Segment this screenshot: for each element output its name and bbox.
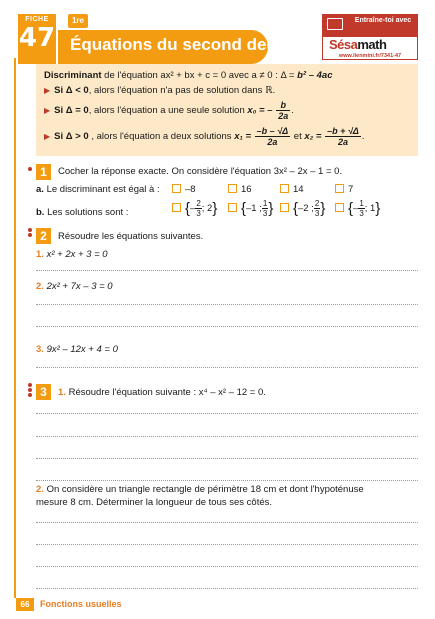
page-title: Équations du second degré [70,35,293,54]
exercise-2-question-1: 1. x² + 2x + 3 = 0 [36,249,108,260]
option-a2[interactable]: 16 [228,184,252,195]
exercise-1-question-a: a. Le discriminant est égal à : [36,184,160,195]
definition-box [36,64,418,156]
exercise-1-number: 1 [36,164,51,180]
page-number: 66 [16,598,34,611]
answer-line[interactable] [36,480,418,481]
exercise-2-statement: Résoudre les équations suivantes. [58,231,204,242]
checkbox [280,184,289,193]
exercise-2-number: 2 [36,228,51,244]
checkbox [335,184,344,193]
discriminant-definition: Discriminant de l'équation ax² + bx + c = 0 avec a ≠ 0 : Δ = b² – 4ac [44,70,333,81]
difficulty-dots [28,383,36,398]
option-b2[interactable]: {–1 ; $\frac{1}{3}$ } [228,199,273,218]
answer-line[interactable] [36,326,418,327]
answer-line[interactable] [36,522,418,523]
case-negative: ▶ Si Δ < 0, alors l'équation n'a pas de solution dans ℝ. [44,85,276,96]
exercise-3-question-1: 1. Résoudre l'équation suivante : x⁴ – x² – 12 = 0. [58,387,266,398]
chapter-title: Fonctions usuelles [40,599,122,609]
sesamath-url[interactable]: www.lienmini.fr/7341-47 [338,53,402,59]
fraction-b-over-2a: $\frac{b}{2a}$ [278,100,289,121]
option-b3[interactable]: {–2 ; $\frac{2}{3}$ } [280,199,325,218]
arrow-icon: ▶ [44,106,51,116]
answer-line[interactable] [36,413,418,414]
option-a4[interactable]: 7 [335,184,353,195]
checkbox [280,203,289,212]
difficulty-dots [28,167,36,172]
exercise-2-question-3: 3. 9x² – 12x + 4 = 0 [36,344,118,355]
option-a1[interactable]: –8 [172,184,196,195]
difficulty-dots [28,228,36,238]
checkbox [228,184,237,193]
exercise-3-question-2-cont: mesure 8 cm. Déterminer la longueur de tous ses côtés. [36,497,273,508]
sesamath-logo: Sésamath [329,37,387,52]
checkbox [335,203,344,212]
answer-line[interactable] [36,588,418,589]
answer-line[interactable] [36,458,418,459]
fraction-x1: $\frac{-b - √\Delta}{2a}$ [256,126,289,147]
fraction-x2: $\frac{-b + √\Delta}{2a}$ [327,126,359,147]
answer-line[interactable] [36,304,418,305]
exercise-2-question-2: 2. 2x² + 7x – 3 = 0 [36,281,113,292]
checkbox [228,203,237,212]
fiche-tab [18,14,56,64]
fiche-label: FICHE [25,16,49,23]
answer-line[interactable] [36,544,418,545]
checkbox [172,203,181,212]
answer-line[interactable] [36,436,418,437]
answer-line[interactable] [36,270,418,271]
exercise-3-question-2: 2. On considère un triangle rectangle de périmètre 18 cm et dont l'hypoténuse [36,484,364,495]
sesamath-banner [323,15,417,37]
exercise-1-question-b: b. Les solutions sont : [36,207,129,218]
sesamath-cta: Entraîne-toi avec [354,17,412,24]
page-margin-line [14,58,16,598]
fiche-number: 47 [18,23,56,53]
arrow-icon: ▶ [44,132,51,142]
exercise-3-number: 3 [36,384,51,400]
answer-line[interactable] [36,367,418,368]
case-zero: ▶ Si Δ = 0, alors l'équation a une seule solution x₀ = – $\frac{b}{2a}$ . [44,100,294,121]
screen-icon [327,18,343,30]
exercise-1-statement: Cocher la réponse exacte. On considère l'équation 3x² – 2x – 1 = 0. [58,166,343,177]
level-badge: 1re [68,14,88,28]
option-b1[interactable]: {– $\frac{2}{3}$ ; 2} [172,199,217,218]
answer-line[interactable] [36,566,418,567]
arrow-icon: ▶ [44,86,51,95]
case-positive: ▶ Si Δ > 0 , alors l'équation a deux solutions x₁ = $\frac{-b - √\Delta}{2a}$ et x₂ = $\frac{-b + √\Delta}{2a}$ . [44,126,365,147]
sesamath-badge[interactable] [322,14,418,60]
option-b4[interactable]: {– $\frac{1}{3}$ ; 1} [335,199,380,218]
checkbox [172,184,181,193]
option-a3[interactable]: 14 [280,184,304,195]
